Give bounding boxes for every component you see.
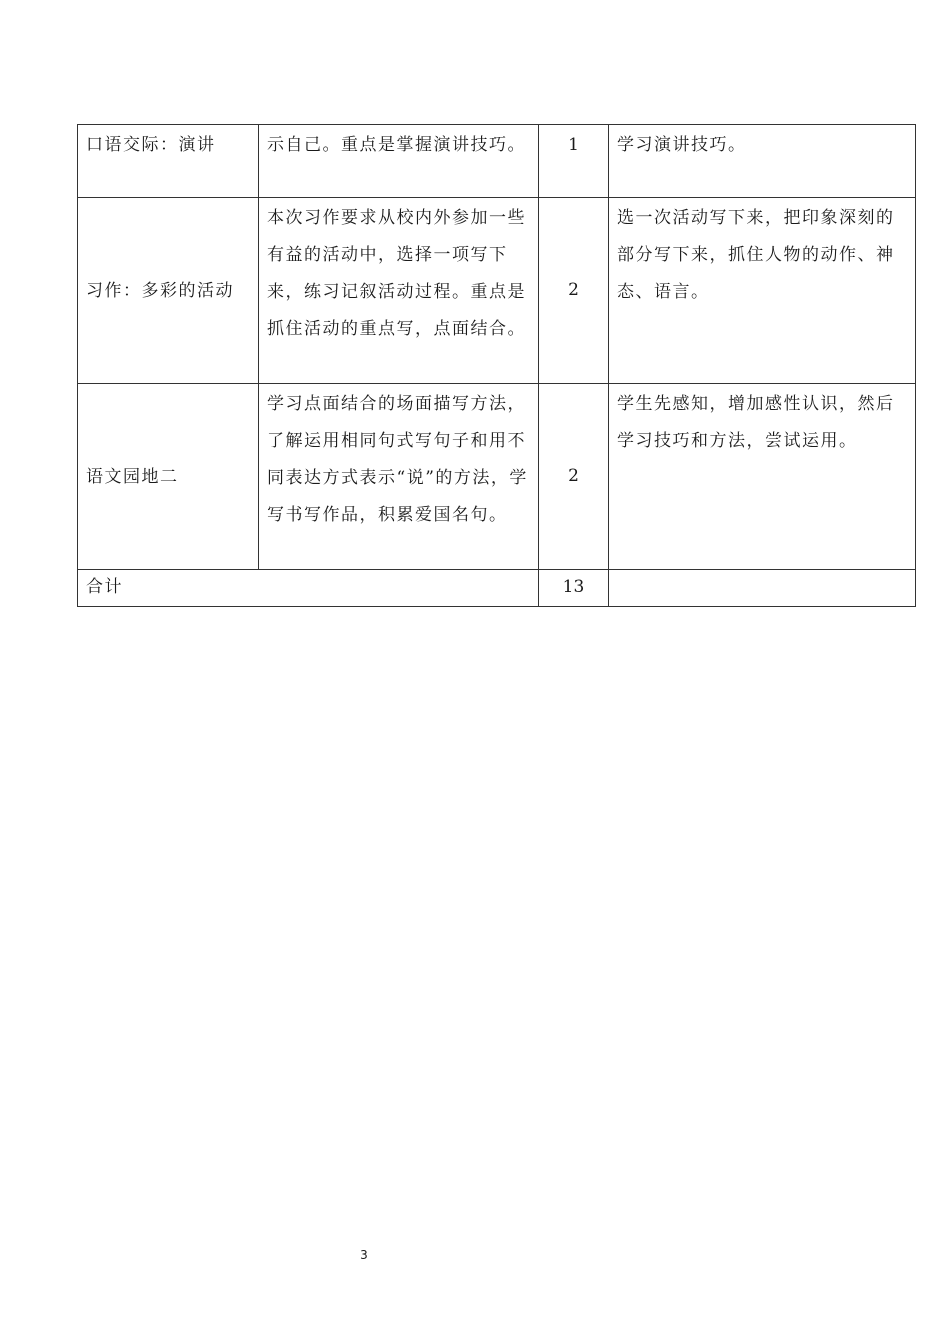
lesson-notes-cell: 选一次活动写下来，把印象深刻的部分写下来，抓住人物的动作、神态、语言。 bbox=[609, 198, 916, 384]
lesson-name-cell: 口语交际：演讲 bbox=[78, 125, 259, 198]
lesson-description-cell: 本次习作要求从校内外参加一些有益的活动中，选择一项写下来，练习记叙活动过程。重点是抓住活动的重点写，点面结合。 bbox=[259, 198, 539, 384]
lesson-hours-cell: 2 bbox=[539, 198, 609, 384]
table-total-row bbox=[78, 570, 916, 607]
table-row bbox=[78, 384, 916, 570]
lesson-name-cell: 语文园地二 bbox=[78, 384, 259, 570]
lesson-description-cell: 学习点面结合的场面描写方法，了解运用相同句式写句子和用不同表达方式表示“说”的方法，学写书写作品，积累爱国名句。 bbox=[259, 384, 539, 570]
lesson-hours-cell: 2 bbox=[539, 384, 609, 570]
page-number: 3 bbox=[360, 1248, 368, 1262]
lesson-name-cell: 习作：多彩的活动 bbox=[78, 198, 259, 384]
lesson-hours-cell: 1 bbox=[539, 125, 609, 198]
lesson-notes-cell: 学习演讲技巧。 bbox=[609, 125, 916, 198]
lesson-notes-cell: 学生先感知，增加感性认识，然后学习技巧和方法，尝试运用。 bbox=[609, 384, 916, 570]
table-row bbox=[78, 125, 916, 198]
total-hours-cell: 13 bbox=[539, 570, 609, 607]
total-notes-cell bbox=[609, 570, 916, 607]
lesson-description-cell: 示自己。重点是掌握演讲技巧。 bbox=[259, 125, 539, 198]
table-row bbox=[78, 198, 916, 384]
lesson-plan-table bbox=[77, 124, 916, 607]
total-label-cell: 合计 bbox=[78, 570, 539, 607]
